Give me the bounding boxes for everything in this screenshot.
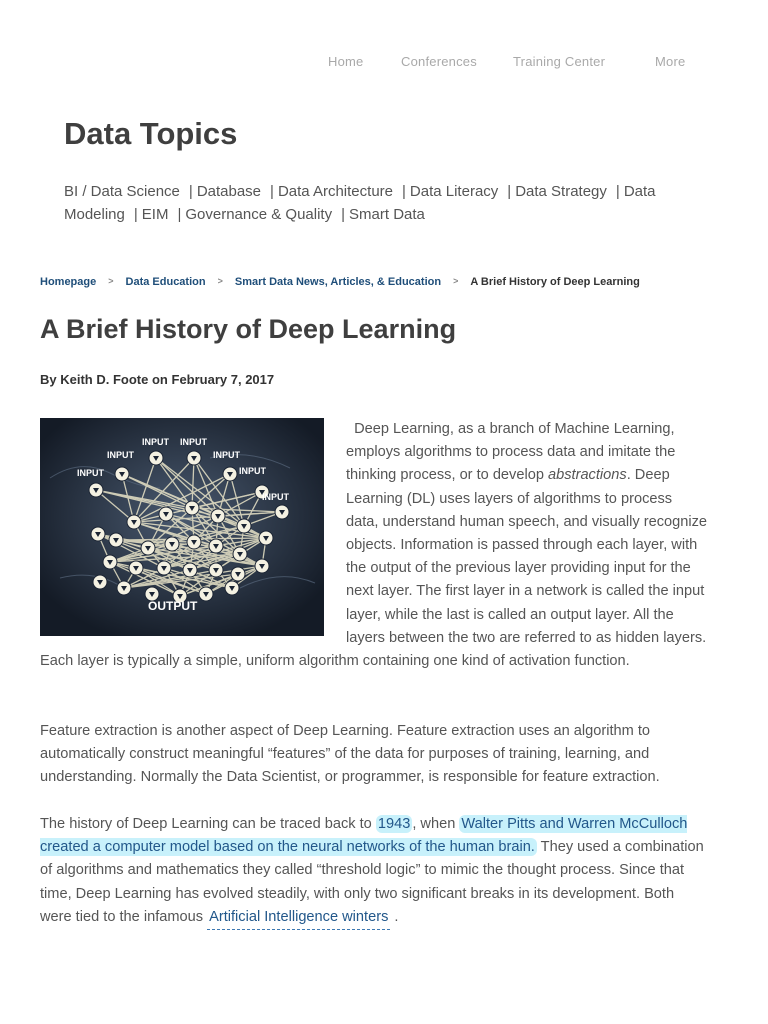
topic-governance-quality[interactable]: Governance & Quality	[185, 206, 333, 223]
topic-data-literacy[interactable]: Data Literacy	[409, 183, 499, 200]
topic-separator: |	[615, 183, 620, 200]
article-title: A Brief History of Deep Learning	[40, 314, 457, 344]
byline-on: on	[151, 372, 168, 387]
ai-winters-link[interactable]: Artificial Intelligence winters	[207, 909, 390, 930]
breadcrumb-arrow-icon: >	[108, 276, 114, 286]
topic-database[interactable]: Database	[196, 183, 262, 200]
article-paragraph-2: Feature extraction is another aspect of Deep Learning. Feature extraction uses an algorithm to automatically construct meaningful “features” of the data for purposes of training, learning, and understanding. Normally the Data Scientist, or programmer, is responsible for feature extraction.	[40, 723, 660, 786]
article-paragraph-3: The history of Deep Learning can be traced back to 1943 , when Walter Pitts and Warren McCulloch created a computer model based on the neural networks of the human brain. They used a combination of algorithms and mathematics they called “threshold logic” to mimic the thought process. Since that time, Deep Learning has evolved steadily, with only two significant breaks in its development. Both were tied to the infamous Artificial Intelligence winters .	[40, 813, 708, 929]
topic-separator: |	[133, 206, 138, 223]
input-label: INPUT	[239, 466, 266, 476]
byline	[40, 372, 274, 387]
output-label: OUTPUT	[148, 599, 198, 613]
input-label: INPUT	[77, 468, 104, 478]
topic-data-architecture[interactable]: Data Architecture	[277, 183, 393, 200]
section-title: Data Topics	[64, 116, 238, 151]
nav-home[interactable]: Home	[328, 54, 364, 69]
input-label: INPUT	[142, 437, 169, 447]
topic-separator: |	[177, 206, 182, 223]
top-navigation	[0, 54, 768, 70]
nav-training-center[interactable]: Training Center	[513, 54, 606, 69]
topic-bi-data-science[interactable]: BI / Data Science	[64, 183, 180, 200]
breadcrumb-arrow-icon: >	[453, 276, 459, 286]
byline-prefix: By	[40, 372, 57, 387]
input-label: INPUT	[180, 437, 207, 447]
publish-date: February 7, 2017	[171, 372, 275, 387]
topic-data-strategy[interactable]: Data Strategy	[515, 183, 607, 200]
breadcrumb-arrow-icon: >	[217, 276, 223, 286]
topic-smart-data[interactable]: Smart Data	[349, 206, 425, 223]
breadcrumb-current: A Brief History of Deep Learning	[470, 276, 640, 288]
topic-separator: |	[341, 206, 346, 223]
input-label: INPUT	[213, 450, 240, 460]
pitts-mcculloch-link[interactable]: Walter Pitts and Warren McCulloch created a computer model based on the neural networks of the human brain.	[40, 816, 688, 856]
emphasis-abstractions: abstractions	[548, 467, 627, 484]
author-link[interactable]: Keith D. Foote	[60, 372, 149, 387]
input-label: INPUT	[262, 492, 289, 502]
breadcrumb-homepage[interactable]: Homepage	[40, 276, 97, 288]
nav-conferences[interactable]: Conferences	[401, 54, 477, 69]
topic-separator: |	[402, 183, 406, 200]
topic-eim[interactable]: EIM	[141, 206, 169, 223]
breadcrumb-smart-data[interactable]: Smart Data News, Articles, & Education	[234, 276, 442, 288]
breadcrumb	[40, 276, 640, 288]
nav-more[interactable]: More	[655, 54, 686, 69]
topic-separator: |	[270, 183, 274, 200]
year-1943-link[interactable]: 1943	[377, 816, 411, 832]
article-paragraph-1: Deep Learning, as a branch of Machine Learning, employs algorithms to process data and imitate the thinking process, or to develop abstractions. Deep Learning (DL) uses layers of algorithms to process data, understand human speech, and visually recognize objects. Information is passed through each layer, with the output of the previous layer providing input for the next layer. The first layer in a network is called the input layer, while the last is called an output layer. All the layers between the two are referred to as hidden layers. Each layer is typically a simple, uniform algorithm containing one kind of activation function.	[40, 421, 708, 670]
topic-links	[64, 180, 714, 226]
breadcrumb-data-education[interactable]: Data Education	[125, 276, 206, 288]
topic-data-modeling[interactable]: Data Modeling	[64, 183, 656, 223]
input-label: INPUT	[107, 450, 134, 460]
topic-separator: |	[188, 183, 193, 200]
topic-separator: |	[507, 183, 512, 200]
